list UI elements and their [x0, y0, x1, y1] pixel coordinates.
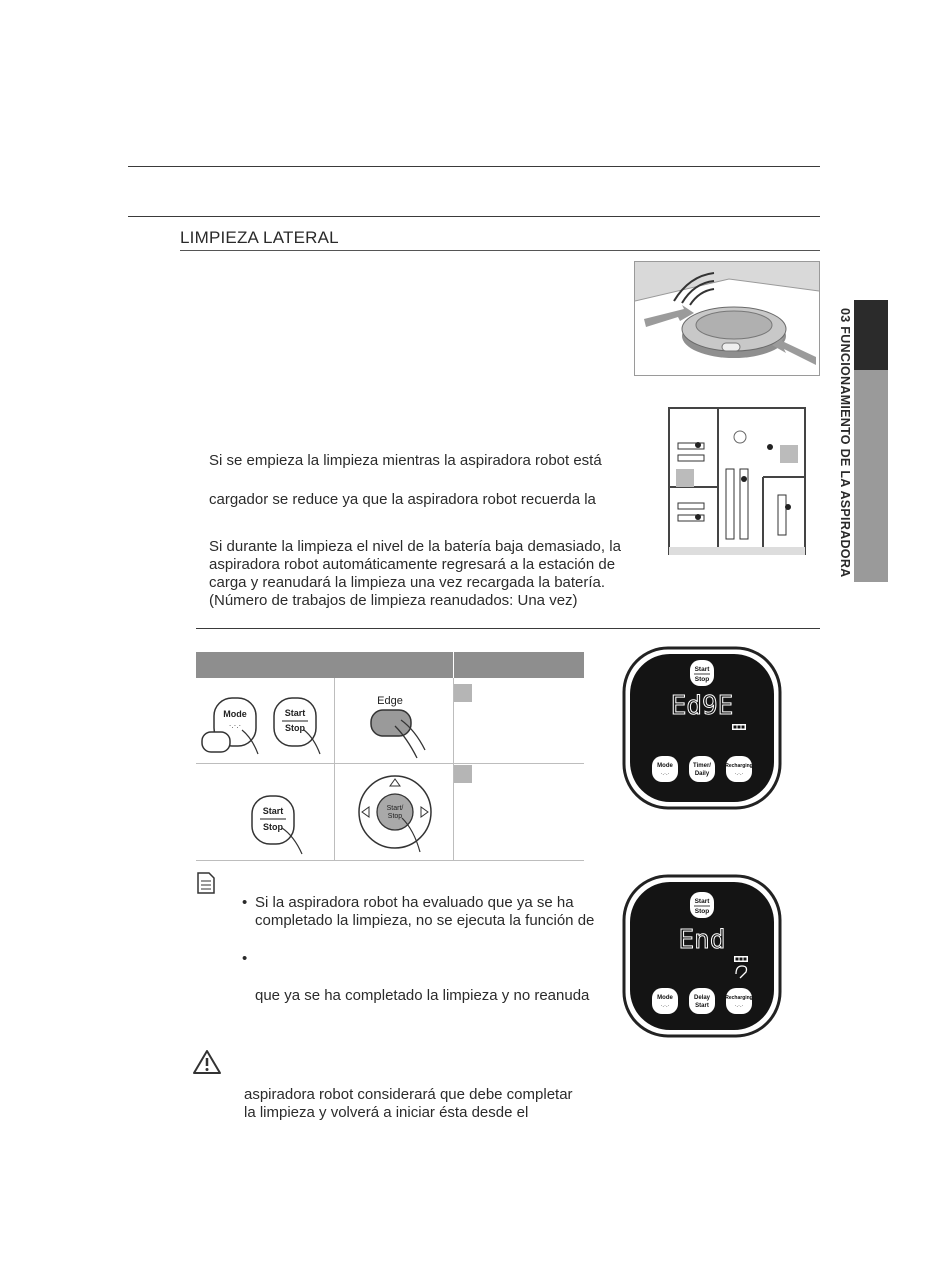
chapter-tab-text: 03 FUNCIONAMIENTO DE LA ASPIRADORA: [838, 308, 852, 578]
svg-text:Stop: Stop: [285, 723, 305, 733]
svg-text:Stop: Stop: [694, 676, 710, 683]
svg-text:Recharging: Recharging: [725, 763, 753, 769]
svg-text:Start: Start: [694, 666, 710, 673]
remote-start-stop-dpad: [356, 772, 434, 854]
svg-text:Start/: Start/: [386, 805, 404, 812]
svg-text:Stop: Stop: [694, 908, 710, 915]
paragraph-2-line-2: aspiradora robot automáticamente regresará a la estación de: [209, 556, 616, 573]
note-bullet-1-line-1: Si la aspiradora robot ha evaluado que ya se ha: [255, 894, 574, 911]
svg-text:Start: Start: [262, 806, 284, 816]
svg-text:Mode: Mode: [657, 995, 673, 1001]
control-panel-edge-display: [622, 646, 782, 810]
control-panel-end-display: [622, 874, 782, 1038]
paragraph-1-line-2: cargador se reduce ya que la aspiradora robot recuerda la: [209, 491, 596, 508]
step-marker-1: [454, 684, 472, 702]
svg-text:·.·.·: ·.·.·: [228, 721, 242, 730]
svg-text:·.·.·: ·.·.·: [660, 771, 670, 777]
header-rule: [128, 216, 820, 217]
note-bullet-2-dot: •: [242, 950, 248, 967]
floor-plan-illustration: [668, 407, 808, 557]
svg-text:Mode: Mode: [657, 763, 673, 769]
paragraph-2-line-4: (Número de trabajos de limpieza reanudados: Una vez): [209, 592, 578, 609]
remote-edge-button: [335, 690, 453, 760]
table-bottom-line: [196, 860, 584, 861]
note-icon: [196, 872, 216, 894]
edge-button-label: Edge: [377, 695, 403, 707]
paragraph-1-line-1: Si se empieza la limpieza mientras la aspiradora robot está: [209, 452, 602, 469]
svg-text:Daily: Daily: [694, 771, 710, 777]
table-header-right: [454, 652, 584, 678]
paragraph-2-line-3: carga y reanudará la limpieza una vez recargada la batería.: [209, 574, 606, 591]
main-unit-start-stop-button: [240, 790, 320, 856]
svg-text:Mode: Mode: [223, 709, 247, 719]
svg-text:Recharging: Recharging: [725, 995, 753, 1001]
svg-text:·.·.·: ·.·.·: [734, 771, 744, 777]
section-heading-underline: [180, 250, 820, 251]
svg-text:·.·.·: ·.·.·: [660, 1003, 670, 1009]
top-rule: [128, 166, 820, 167]
section-divider: [196, 628, 820, 629]
note-bullet-1-line-2: completado la limpieza, no se ejecuta la función de: [255, 912, 595, 929]
note-bullet-2-line-1: que ya se ha completado la limpieza y no reanuda: [255, 987, 590, 1004]
svg-text:Start: Start: [284, 708, 306, 718]
svg-text:Stop: Stop: [387, 813, 403, 820]
caution-line-1: aspiradora robot considerará que debe completar: [244, 1086, 573, 1103]
step-marker-2: [454, 765, 472, 783]
svg-text:Timer/: Timer/: [693, 763, 711, 769]
note-bullet-1-dot: •: [242, 894, 248, 911]
robot-corner-illustration: [634, 261, 820, 376]
svg-text:Start: Start: [694, 898, 710, 905]
svg-text:Delay: Delay: [693, 995, 711, 1001]
caution-icon: [192, 1049, 222, 1075]
main-unit-mode-start-buttons: [198, 690, 334, 758]
section-heading: LIMPIEZA LATERAL: [180, 228, 339, 247]
paragraph-2-line-1: Si durante la limpieza el nivel de la batería baja demasiado, la: [209, 538, 621, 555]
table-row-divider: [196, 763, 584, 764]
svg-text:·.·.·: ·.·.·: [734, 1003, 744, 1009]
display-readout-1: Ed9E: [670, 691, 734, 721]
svg-text:Start: Start: [695, 1003, 709, 1009]
display-readout-2: End: [678, 925, 726, 955]
svg-text:Stop: Stop: [263, 822, 283, 832]
table-header-left: [196, 652, 453, 678]
caution-line-2: la limpieza y volverá a iniciar ésta desde el: [244, 1104, 529, 1121]
chapter-tab-label: [836, 300, 854, 582]
